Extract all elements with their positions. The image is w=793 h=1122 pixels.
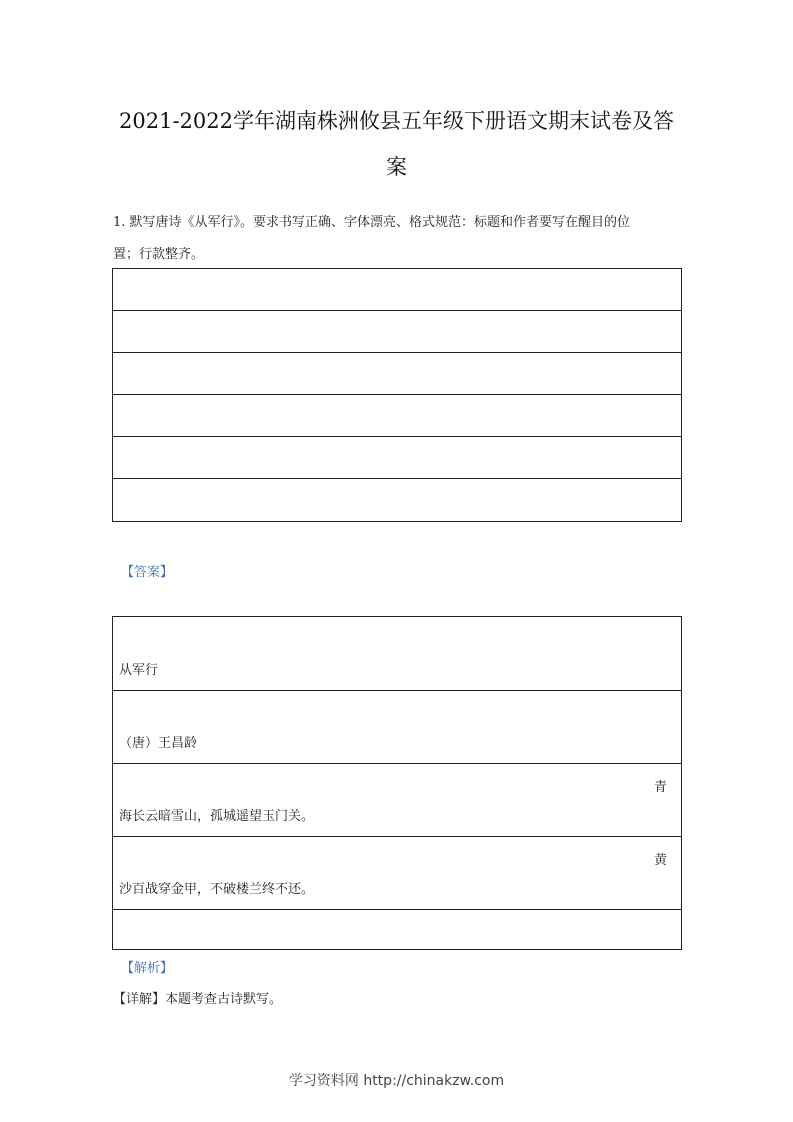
footer-source: 学习资料网 http://chinakzw.com: [288, 1073, 505, 1089]
answer-tag: 【答案】: [121, 565, 174, 580]
analysis-tag: 【解析】: [121, 961, 174, 976]
detail-text: 【详解】本题考查古诗默写。: [113, 992, 283, 1007]
answer-row: [113, 836, 681, 909]
question-line-2: 置；行款整齐。: [113, 247, 205, 262]
answer-row: [113, 690, 681, 763]
blank-row: [113, 436, 681, 478]
blank-row: [113, 394, 681, 436]
answer-row-right-char: 黄: [653, 853, 667, 868]
answer-row-text: 沙百战穿金甲，不破楼兰终不还。: [119, 882, 315, 897]
title-line-2: 案: [386, 155, 407, 179]
document-title: [100, 98, 693, 190]
blank-row: [113, 269, 681, 310]
answer-row: [113, 763, 681, 836]
blank-row: [113, 478, 681, 520]
title-line-1: 2021-2022学年湖南株洲攸县五年级下册语文期末试卷及答: [119, 109, 674, 133]
answer-row-empty: [113, 909, 681, 951]
answer-row-text: （唐）王昌龄: [119, 736, 198, 751]
answer-row-text: 从军行: [119, 663, 159, 678]
blank-row: [113, 310, 681, 352]
blank-writing-grid: [112, 268, 682, 522]
answer-grid: [112, 616, 682, 950]
answer-row: [113, 617, 681, 690]
blank-row: [113, 352, 681, 394]
answer-row-text: 海长云暗雪山，孤城遥望玉门关。: [119, 809, 315, 824]
question-line-1: 1. 默写唐诗《从军行》。要求书写正确、字体漂亮、格式规范：标题和作者要写在醒目的位: [113, 215, 631, 230]
question-1: [113, 207, 681, 271]
answer-row-right-char: 青: [653, 780, 667, 795]
